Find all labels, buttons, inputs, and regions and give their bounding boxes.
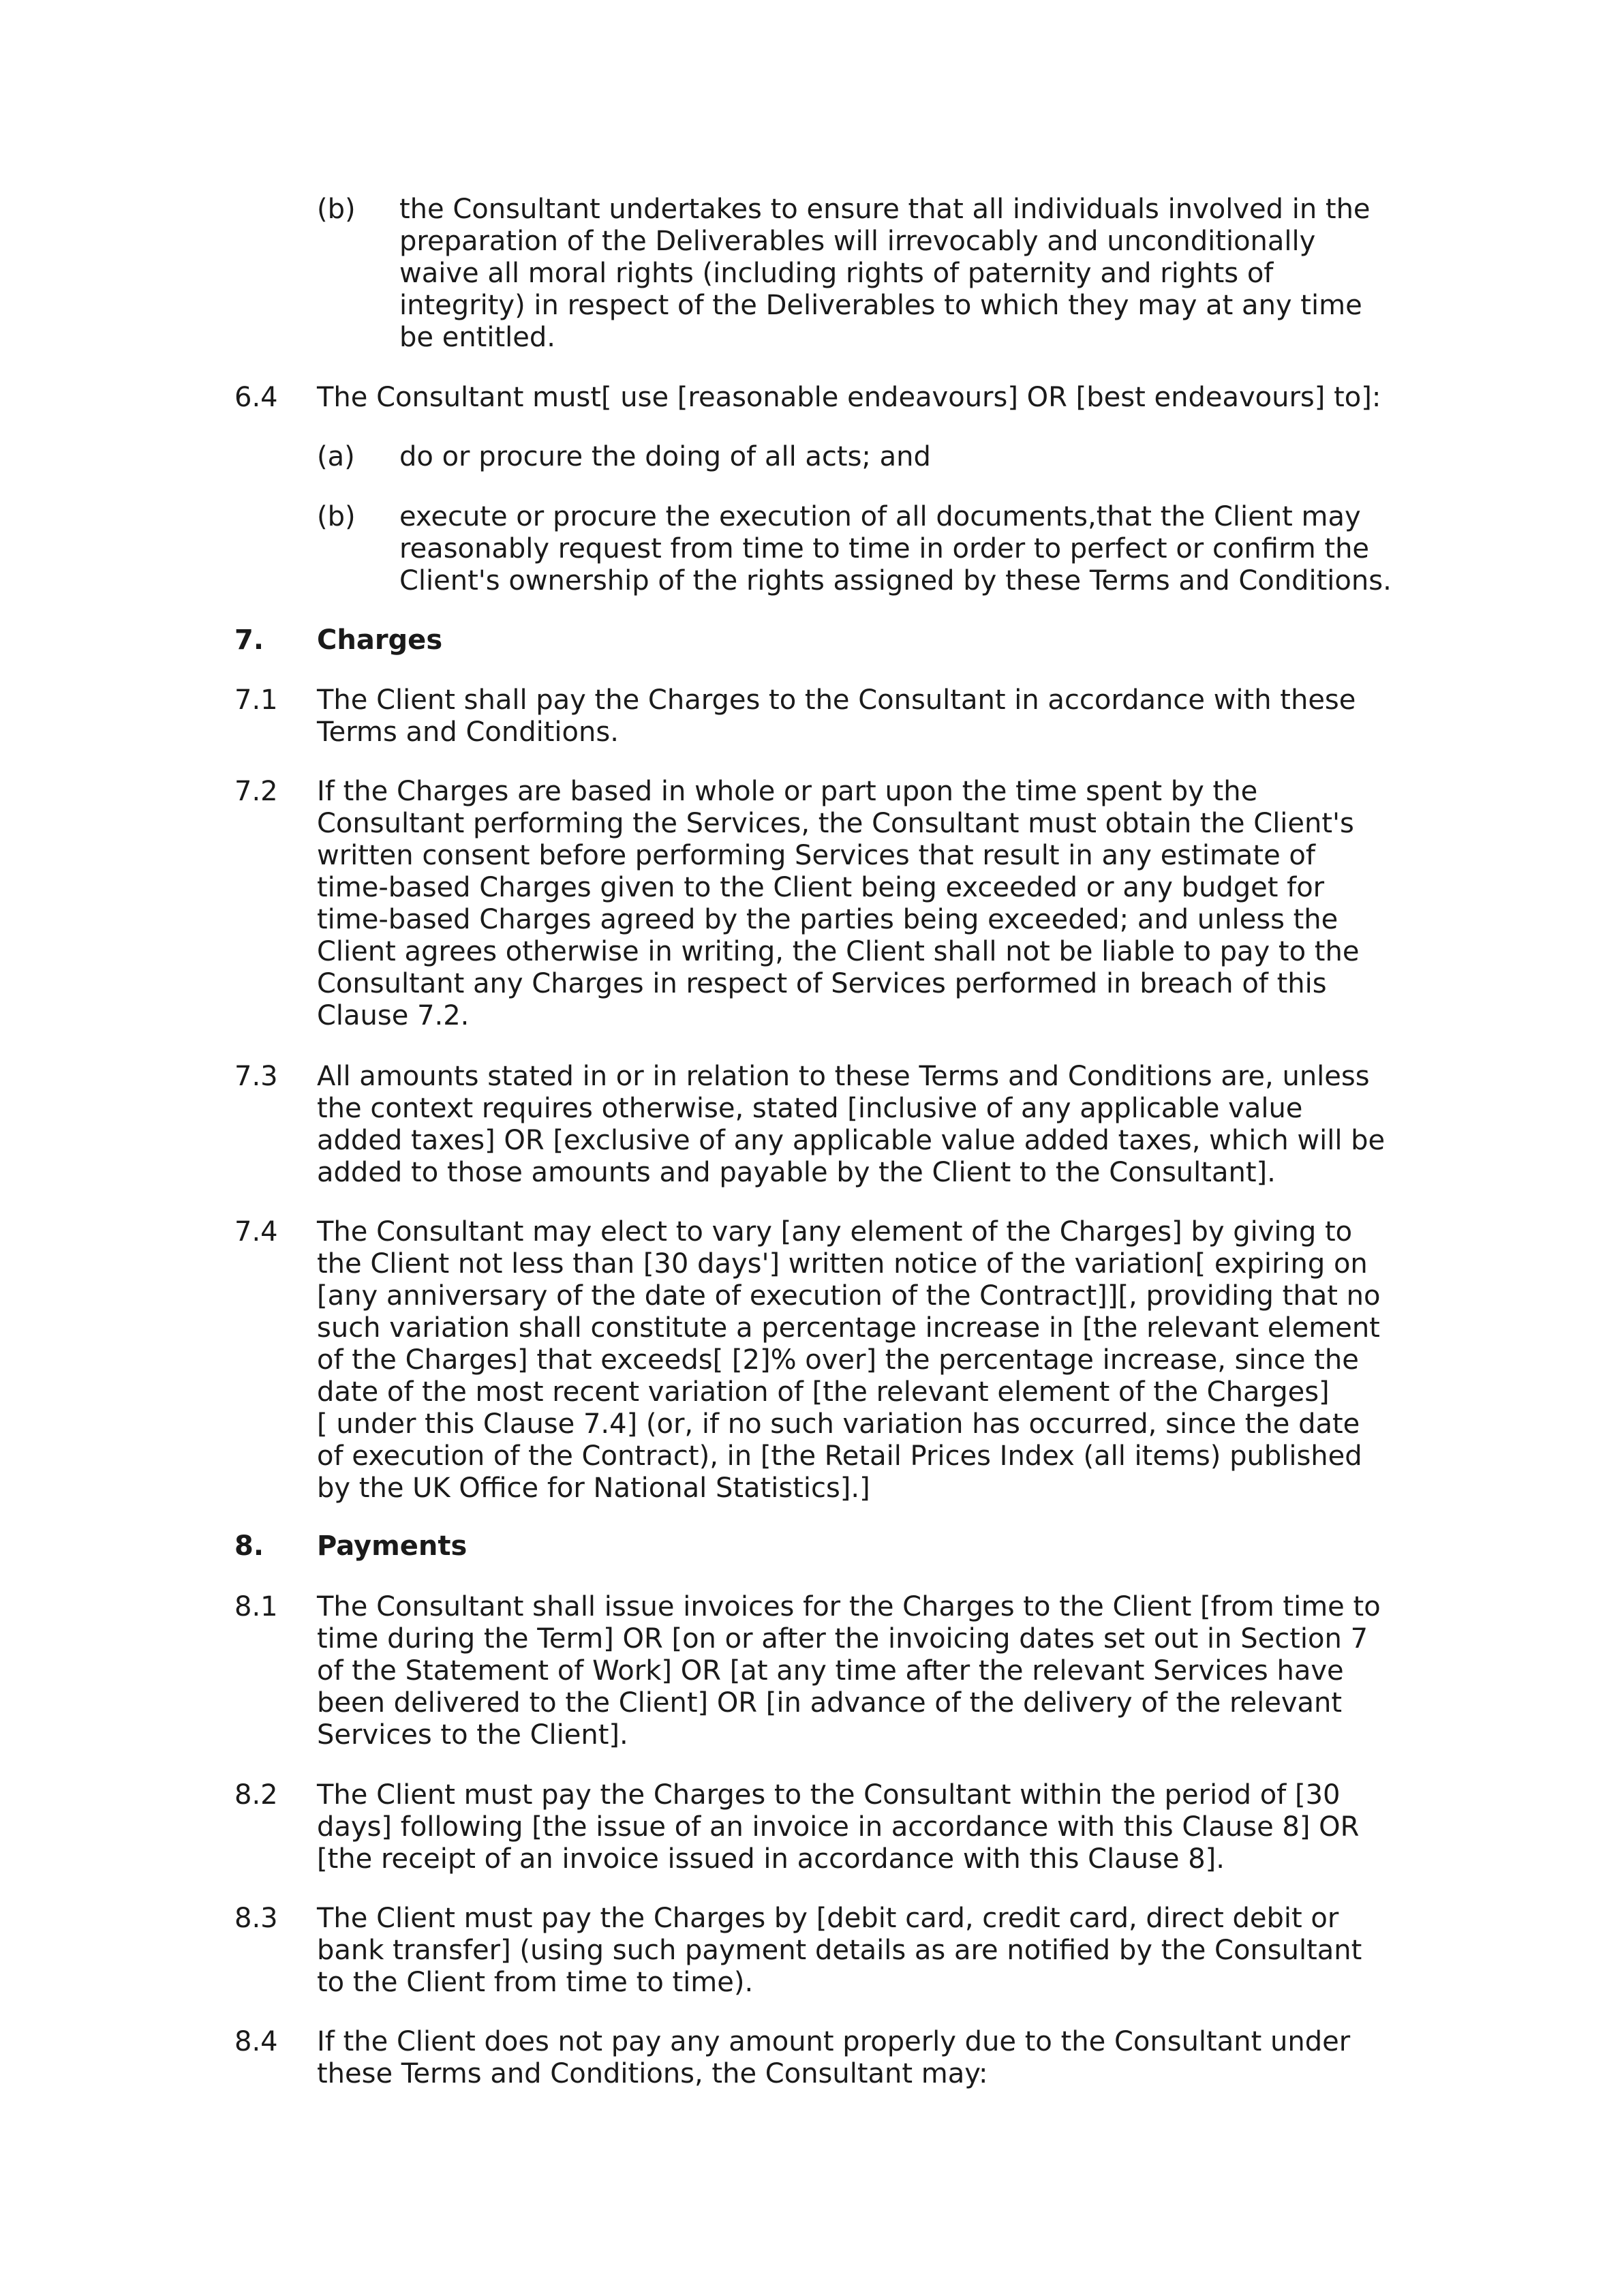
clause-text: If the Charges are based in whole or part upon the time spent by the Consultant performing the Services, the Consultant must obtain the Client's written consent before performing Services that result in any estimate of time-based Charges given to the Client being exceeded or any budget for time-based Charges agreed by the parties being exceeded; and unless the Client agrees otherwise in writing, the Client shall not be liable to pay to the Consultant any Charges in respect of Services performed in breach of this Clause 7.2. [317,776,1360,1031]
item-text: execute or procure the execution of all documents,that the Client may reasonably request from time to time in order to perfect or confirm the Client's ownership of the rights assigned by these Terms and Conditions. [399,501,1392,596]
clause-text: All amounts stated in or in relation to these Terms and Conditions are, unless the context requires otherwise, stated [inclusive of any applicable value added taxes] OR [exclusive of any applicable value added taxes, which will be added to those amounts and payable by the Client to the Consultant]. [317,1061,1386,1188]
section-title: Payments [317,1530,468,1562]
clause-number: 8.2 [234,1779,278,1811]
clause-number: 7.3 [234,1061,278,1092]
clause-number: 6.4 [234,382,278,413]
item-number: (b) [317,194,356,225]
clause-number: 8.1 [234,1591,278,1622]
item-number: (a) [317,441,355,472]
item-text: do or procure the doing of all acts; and [399,441,931,472]
item-text: the Consultant undertakes to ensure that all individuals involved in the preparation of the Deliverables will irrevocably and unconditionally waive all moral rights (including rights of paternity and rights of integrity) in respect of the Deliverables to which they may at any time be entitled. [399,194,1371,353]
clause-number: 7.2 [234,776,278,807]
clause-text: If the Client does not pay any amount properly due to the Consultant under these Terms and Conditions, the Consultant may: [317,2026,1351,2089]
clause-text: The Client must pay the Charges by [debit card, credit card, direct debit or bank transfer] (using such payment details as are notified by the Consultant to the Client from time to time). [317,1903,1362,1998]
clause-text: The Client shall pay the Charges to the Consultant in accordance with these Terms and Conditions. [317,684,1356,748]
clause-text: The Consultant must[ use [reasonable endeavours] OR [best endeavours] to]: [317,382,1381,413]
section-number: 7. [234,624,264,656]
clause-text: The Consultant may elect to vary [any element of the Charges] by giving to the Client not less than [30 days'] written notice of the variation[ expiring on [any anniversary of the date of execution of the Contract]][, providing that no such variation shall constitute a percentage increase in [the relevant element of the Charges] that exceeds[ [2]% over] the percentage increase, since the date of the most recent variation of [the relevant element of the Charges] [ under this Clause 7.4] (or, if no such variation has occurred, since the date of execution of the Contract), in [the Retail Prices Index (all items) published by the UK Office for National Statistics].] [317,1216,1381,1504]
item-number: (b) [317,501,356,532]
section-title: Charges [317,624,443,656]
clause-number: 8.3 [234,1903,278,1934]
clause-number: 7.4 [234,1216,278,1248]
clause-number: 7.1 [234,684,278,716]
clause-number: 8.4 [234,2026,278,2057]
section-number: 8. [234,1530,264,1562]
clause-text: The Consultant shall issue invoices for the Charges to the Client [from time to time during the Term] OR [on or after the invoicing dates set out in Section 7 of the Statement of Work] OR [at any time after the relevant Services have been delivered to the Client] OR [in advance of the delivery of the relevant Services to the Client]. [317,1591,1381,1751]
clause-text: The Client must pay the Charges to the Consultant within the period of [30 days] following [the issue of an invoice in accordance with this Clause 8] OR [the receipt of an invoice issued in accordance with this Clause 8]. [317,1779,1360,1875]
